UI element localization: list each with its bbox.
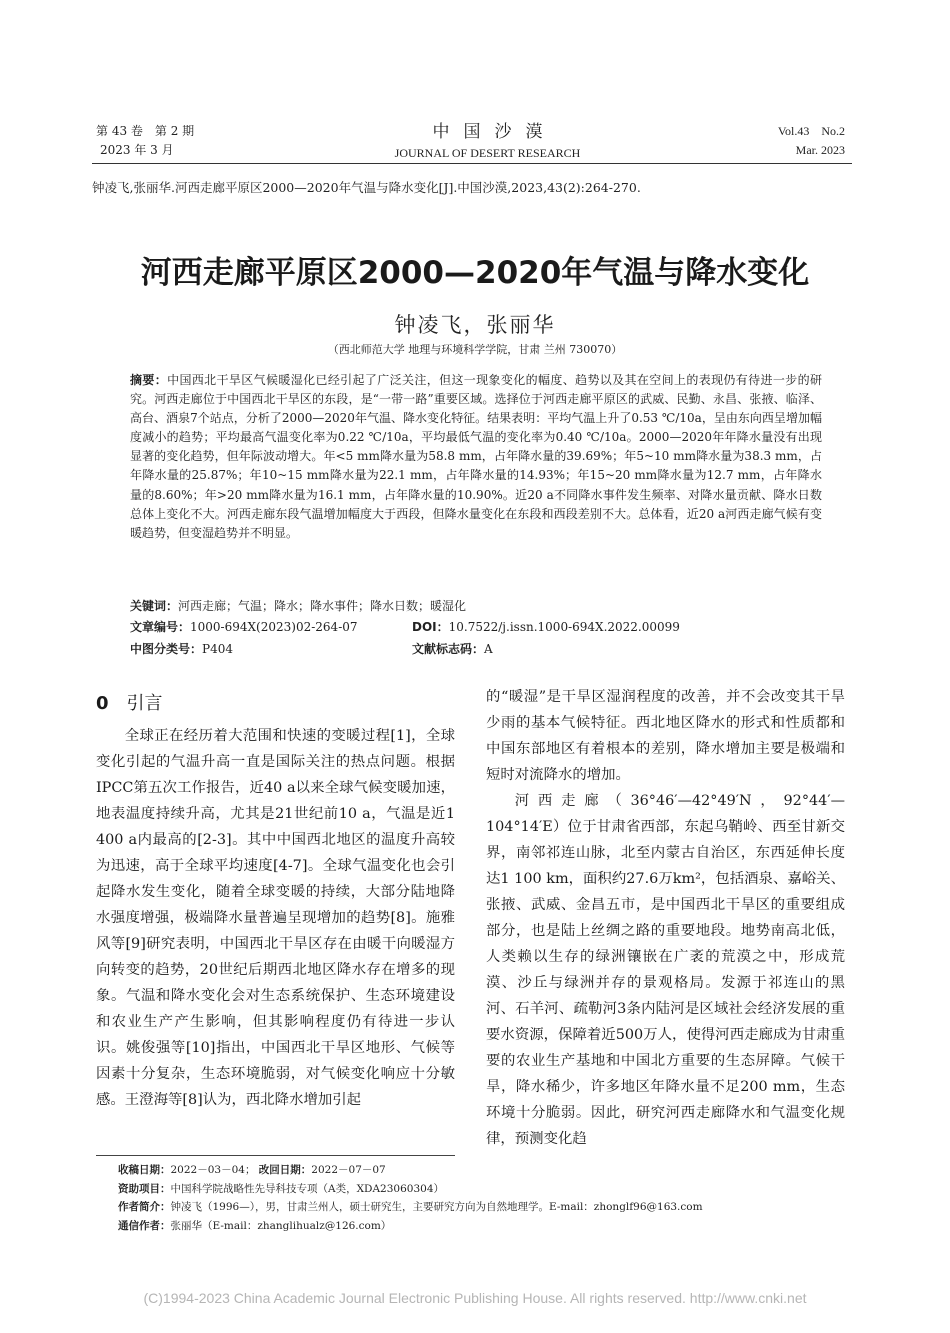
corresponding-label: 通信作者： [118, 1219, 171, 1232]
authors: 钟凌飞，张丽华 [394, 313, 556, 337]
publication-date: 2023 年 3 月 [100, 143, 174, 157]
abstract-label: 摘要： [130, 373, 168, 387]
affiliation: （西北师范大学 地理与环境科学学院，甘肃 兰州 730070） [327, 343, 623, 356]
body-paragraph: 河西走廊（36°46′—42°49′N，92°44′—104°14′E）位于甘肃省西部，东起乌鞘岭、西至甘新交界，南邻祁连山脉，北至内蒙古自治区，东西延伸长度达1 100 km，面积约27.6万km²，包括酒泉、嘉峪关、张掖、武威、金昌五市，是中国西北干旱区的重要组成部分，也是陆上丝绸之路的重要地段。地势南高北低，人类赖以生存的绿洲镶嵌在广袤的荒漠之中，形成荒漠、沙丘与绿洲并存的景观格局。发源于祁连山的黑河、石羊河、疏勒河3条内陆河是区域社会经济发展的重要水资源，保障着近500万人，使得河西走廊成为甘肃重要的农业生产基地和中国北方重要的生态屏障。气候干旱，降水稀少，许多地区年降水量不足200 mm，生态环境十分脆弱。因此，研究河西走廊降水和气温变化规律，预测变化趋 [486, 793, 845, 1147]
paper-title: 河西走廊平原区2000—2020年气温与降水变化 [140, 255, 810, 291]
section-heading [96, 689, 163, 715]
header-rule [92, 163, 852, 164]
article-number-label: 文章编号： [130, 620, 191, 634]
keywords-label: 关键词： [130, 599, 179, 613]
journal-name-en: JOURNAL OF DESERT RESEARCH [394, 146, 581, 160]
volume-issue-en: Vol.43 No.2 [777, 124, 845, 138]
footnote-author [118, 1198, 703, 1217]
section-number: 0 [96, 693, 109, 714]
footnote-rule [96, 1155, 455, 1156]
footnote-funding [118, 1180, 703, 1199]
volume-issue: 第 43 卷 第 2 期 [96, 124, 195, 138]
revised-date: 2022－07－07 [311, 1164, 386, 1176]
journal-name-cn: 中国沙漠 [432, 122, 557, 142]
author-bio-label: 作者简介： [118, 1201, 171, 1213]
journal-volume-info-en [778, 122, 845, 160]
received-label: 收稿日期： [118, 1164, 171, 1176]
author-bio-text: 钟凌飞（1996—），男，甘肃兰州人，硕士研究生，主要研究方向为自然地理学。E-mail：zhonglf96@163.com [170, 1201, 703, 1213]
doi [412, 618, 680, 635]
article-number: 1000-694X(2023)02-264-07 [190, 620, 358, 634]
clc-number: P404 [202, 642, 233, 656]
body-paragraph: 的“暖湿”是干旱区湿润程度的改善，并不会改变其干旱少雨的基本气候特征。西北地区降水的形式和性质都和中国东部地区有着根本的差别，降水增加主要是极端和短时对流降水的增加。 [486, 689, 845, 783]
footnotes [118, 1161, 703, 1235]
citation: 钟凌飞,张丽华.河西走廊平原区2000—2020年气温与降水变化[J].中国沙漠,2023,43(2):264-270. [92, 180, 641, 195]
publication-date-en: Mar. 2023 [795, 143, 845, 157]
section-title: 引言 [126, 693, 163, 714]
body-column-left [96, 723, 455, 1113]
revised-label: 改回日期： [258, 1164, 312, 1176]
doi-value: 10.7522/j.issn.1000-694X.2022.00099 [448, 620, 680, 634]
doc-code-label: 文献标志码： [412, 642, 485, 656]
received-date: 2022－03－04； [170, 1164, 256, 1176]
doc-code [412, 640, 493, 657]
doi-label: DOI： [412, 620, 449, 634]
body-column-right [486, 684, 845, 1152]
abstract [130, 371, 822, 543]
keywords-text: 河西走廊；气温；降水；降水事件；降水日数；暖湿化 [178, 599, 467, 613]
journal-masthead [300, 117, 675, 161]
article-meta-row-1 [130, 618, 822, 635]
footnote-dates [118, 1161, 703, 1180]
abstract-text: 中国西北干旱区气候暖湿化已经引起了广泛关注，但这一现象变化的幅度、趋势以及其在空间上的表现仍有待进一步的研究。河西走廊位于中国西北干旱区的东段，是“一带一路”重要区域。选择位于河西走廊平原区的武威、民勤、永昌、张掖、临泽、高台、酒泉7个站点，分析了2000—2020年气温、降水变化特征。结果表明：平均气温上升了0.53 ℃/10a，呈由东向西呈增加幅度减小的趋势；平均最高气温变化率为0.22 ℃/10a，平均最低气温的变化率为0.40 ℃/10a。2000—2020年年降水量没有出现显著的变化趋势，但年际波动增大。年<5 mm降水量为58.8 mm，占年降水量的39.69%；年5~10 mm降水量为38.3 mm，占年降水量的25.87%；年10~15 mm降水量为22.1 mm，占年降水量的14.93%；年15~20 mm降水量为12.7 mm，占年降水量的8.60%；年>20 mm降水量为16.1 mm，占年降水量的10.90%。近20 a不同降水事件发生频率、对降水量贡献、降水日数总体上变化不大。河西走廊东段气温增加幅度大于西段，但降水量变化在东段和西段差别不大。总体看，近20 a河西走廊气候有变暖趋势，但变湿趋势并不明显。 [130, 373, 822, 540]
doc-code-value: A [484, 642, 493, 656]
keywords [130, 597, 466, 614]
funding-label: 资助项目： [118, 1182, 171, 1195]
corresponding-text: 张丽华（E-mail：zhanglihualz@126.com） [170, 1219, 392, 1232]
body-paragraph: 全球正在经历着大范围和快速的变暖过程[1]，全球变化引起的气温升高一直是国际关注的热点问题。根据IPCC第五次工作报告，近40 a以来全球气候变暖加速，地表温度持续升高，尤其是21世纪前10 a，气温是近1 400 a内最高的[2-3]。其中中国西北地区的温度升高较为迅速，高于全球平均速度[4-7]。全球气温变化也会引起降水发生变化，随着全球变暖的持续，大部分陆地降水强度增强，极端降水量普遍呈现增加的趋势[8]。施雅风等[9]研究表明，中国西北干旱区存在由暖干向暖湿方向转变的趋势，20世纪后期西北地区降水存在增多的现象。气温和降水变化会对生态系统保护、生态环境建设和农业生产产生影响，但其影响程度仍有待进一步认识。姚俊强等[10]指出，中国西北干旱区地形、气候等因素十分复杂，生态环境脆弱，对气候变化响应十分敏感。王澄海等[8]认为，西北降水增加引起 [96, 728, 455, 1108]
funding-text: 中国科学院战略性先导科技专项（A类，XDA23060304） [170, 1182, 445, 1195]
clc-label: 中图分类号： [130, 642, 203, 656]
footnote-corresponding [118, 1217, 703, 1236]
journal-volume-info [96, 122, 194, 160]
copyright-footer: (C)1994-2023 China Academic Journal Electronic Publishing House. All rights reserved. http://www.cnki.net [143, 1290, 807, 1306]
article-meta-row-2 [130, 640, 822, 657]
